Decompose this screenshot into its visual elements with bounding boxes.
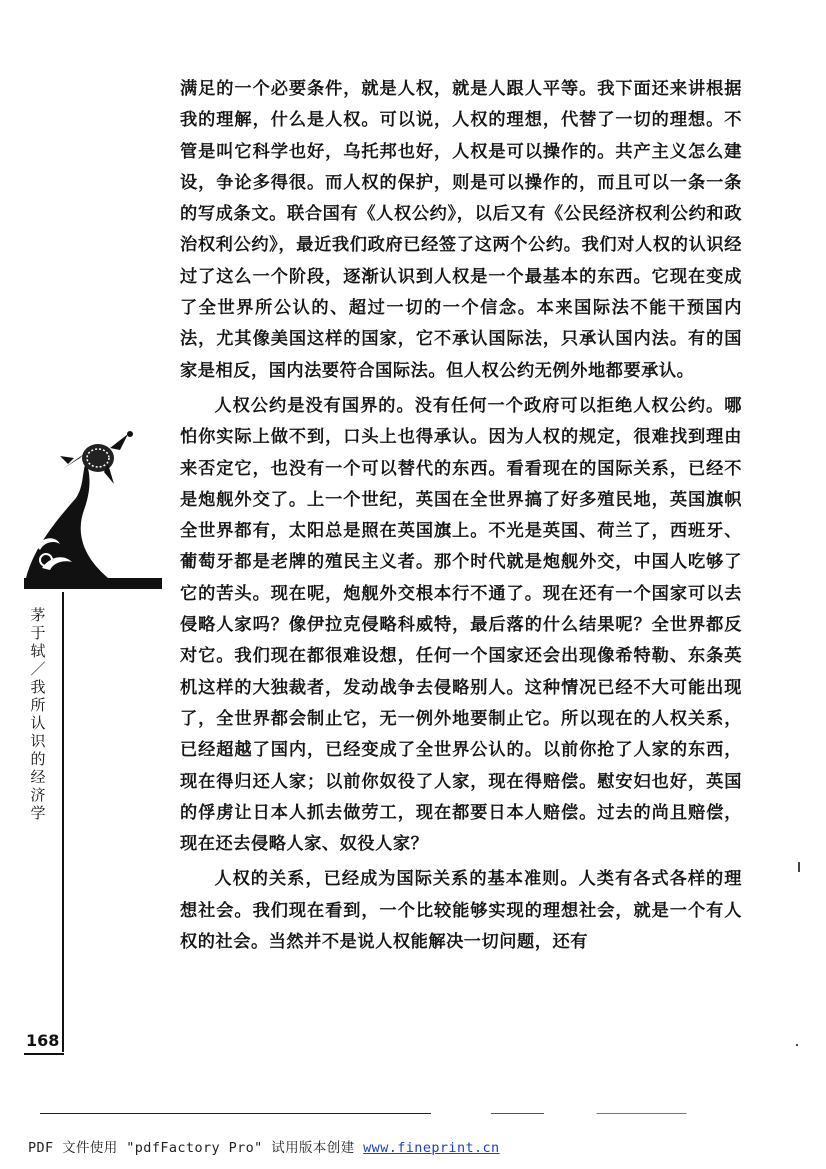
- decorative-bird-emblem-icon: [24, 428, 154, 598]
- paragraph-2: 人权公约是没有国界的。没有任何一个政府可以拒绝人权公约。哪怕你实际上做不到，口头上也得承认。因为人权的规定，很难找到理由来否定它，也没有一个可以替代的东西。看看现在的国际关系，已经不是炮舰外交了。上一个世纪，英国在全世界搞了好多殖民地，英国旗帜全世界都有，太阳总是照在英国旗上。不光是英国、荷兰了，西班牙、葡萄牙都是老牌的殖民主义者。那个时代就是炮舰外交，中国人吃够了它的苦头。现在呢，炮舰外交根本行不通了。现在还有一个国家可以去侵略人家吗？像伊拉克侵略科威特，最后落的什么结果呢？全世界都反对它。我们现在都很难设想，任何一个国家还会出现像希特勒、东条英机这样的大独裁者，发动战争去侵略别人。这种情况已经不大可能出现了，全世界都会制止它，无一例外地要制止它。所以现在的人权关系，已经超越了国内，已经变成了全世界公认的。以前你抢了人家的东西，现在得归还人家；以前你奴役了人家，现在得赔偿。慰安妇也好，英国的俘虏让日本人抓去做劳工，现在都要日本人赔偿。过去的尚且赔偿，现在还去侵略人家、奴役人家？: [180, 395, 742, 855]
- scan-speck: [798, 862, 800, 872]
- footer-rule: [40, 1113, 792, 1114]
- paragraph-3: 人权的关系，已经成为国际关系的基本准则。人类有各式各样的理想社会。我们现在看到，一个比较能够实现的理想社会，就是一个有人权的社会。当然并不是说人权能解决一切问题，还有: [180, 869, 742, 953]
- sidebar-thick-rule: [24, 578, 162, 589]
- watermark-text: PDF 文件使用 "pdfFactory Pro" 试用版本创建: [28, 1140, 364, 1156]
- paragraph-1: 满足的一个必要条件，就是人权，就是人跟人平等。我下面还来讲根据我的理解，什么是人权。可以说，人权的理想，代替了一切的理想。不管是叫它科学也好，乌托邦也好，人权是可以操作的。共产主义怎么建设，争论多得很。而人权的保护，则是可以操作的，而且可以一条一条的写成条文。联合国有《人权公约》，以后又有《公民经济权利公约和政治权利公约》，最近我们政府已经签了这两个公约。我们对人权的认识经过了这么一个阶段，逐渐认识到人权是一个最基本的东西。它现在变成了全世界所公认的、超过一切的一个信念。本来国际法不能干预国内法，尤其像美国这样的国家，它不承认国际法，只承认国内法。有的国家是相反，国内法要符合国际法。但人权公约无例外地都要承认。: [180, 79, 742, 381]
- sidebar-vertical-rule: [62, 592, 64, 1052]
- page-number: 168: [26, 1031, 60, 1050]
- watermark-link[interactable]: www.fineprint.cn: [363, 1140, 500, 1156]
- running-head: 茅于轼／我所认识的经济学: [30, 606, 46, 822]
- page-number-underline: [24, 1053, 64, 1055]
- scan-speck: [796, 1044, 798, 1046]
- pdf-watermark: [28, 1136, 500, 1156]
- body-text: [180, 74, 742, 958]
